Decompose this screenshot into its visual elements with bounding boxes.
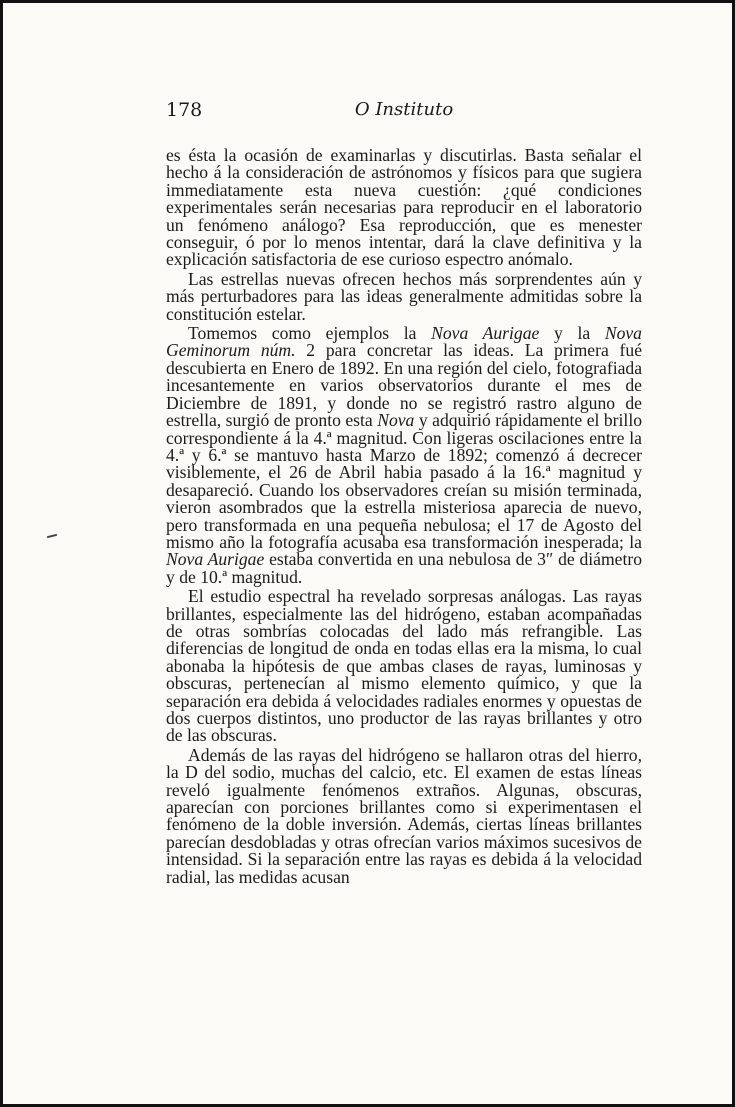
margin-mark [47, 534, 57, 538]
body-text [166, 147, 642, 888]
page-number: 178 [166, 99, 203, 121]
paragraph-4 [166, 588, 642, 745]
page-header [166, 99, 642, 123]
running-title: O Instituto [354, 99, 454, 120]
paragraph-3 [166, 325, 642, 586]
paragraph-2-text: Las estrellas nuevas ofrecen hechos más sorprendentes aún y más perturbadores para las ideas generalmente admitidas sobre la constitución estelar. [166, 268, 642, 324]
paragraph-2 [166, 268, 642, 324]
paragraph-3-text: estaba convertida en una nebulosa de 3″ de diámetro y de 10.ª magnitud. [166, 549, 642, 587]
paragraph-3-text: y la [539, 323, 605, 344]
paragraph-3-text: Tomemos como ejemplos la [188, 323, 432, 344]
italic-star-name: Nova Aurigae [166, 549, 265, 570]
italic-star-name: Nova Geminorum núm. [166, 323, 642, 361]
paragraph-5 [166, 744, 642, 887]
paragraph-3-text: 2 para concretar las ideas. La primera fué descubierta en Enero de 1892. En una región del cielo, fotografiada incesantemente en varios observatorios durante el mes de Diciembre de 1891, y donde no se registró rastro alguno de estrella, surgió de pronto esta [166, 340, 643, 431]
paragraph-4-text: El estudio espectral ha revelado sorpresas análogas. Las rayas brillantes, especialmente las del hidrógeno, estaban acompañadas de otras sombrías colocadas del lado más refrangible. Las diferencias de longitud de onda en todas ellas era la misma, lo cual abonaba la hipótesis de que ambas clases de rayas, luminosas y obscuras, pertenecían al mismo elemento químico, y que la separación era debida á velocidades radiales enormes y opuestas de dos cuerpos distintos, uno productor de las rayas brillantes y otro de las obscuras. [166, 586, 642, 746]
italic-star-name: Nova Aurigae [431, 323, 540, 344]
italic-star-name: Nova [377, 410, 415, 431]
paragraph-3-text: y adquirió rápidamente el brillo correspondiente á la 4.ª magnitud. Con ligeras oscilaciones entre la 4.ª y 6.ª se mantuvo hasta Marzo de 1892; comenzó á decrecer visiblemente, el 26 de Abril habia pasado á la 16.ª magnitud y desapareció. Cuando los observadores creían su misión terminada, vieron asombrados que la estrella misteriosa aparecia de nuevo, pero transformada en una pequeña nebulosa; el 17 de Agosto del mismo año la fotografía acusaba esa transformación inesperada; la [166, 410, 643, 552]
paragraph-1 [166, 147, 642, 269]
paragraph-5-text: Además de las rayas del hidrógeno se hallaron otras del hierro, la D del sodio, muchas del calcio, etc. El examen de estas líneas reveló igualmente fenómenos extraños. Algunas, obscuras, aparecían con porciones brillantes como si experimentasen el fenómeno de la doble inversión. Además, ciertas líneas brillantes parecían desdobladas y otras ofrecían varios máximos sucesivos de intensidad. Si la separación entre las rayas es debida á la velocidad radial, las medidas acusan [166, 744, 642, 887]
paragraph-1-text: es ésta la ocasión de examinarlas y discutirlas. Basta señalar el hecho á la consideración de astrónomos y físicos para que sugiera immediatamente esta nueva cuestión: ¿qué condiciones experimentales serán necesarias para reproducir en el laboratorio un fenómeno análogo? Esa reproducción, que es menester conseguir, ó por lo menos intentar, dará la clave definitiva y la explicación satisfactoria de ese curioso espectro anómalo. [166, 145, 642, 270]
